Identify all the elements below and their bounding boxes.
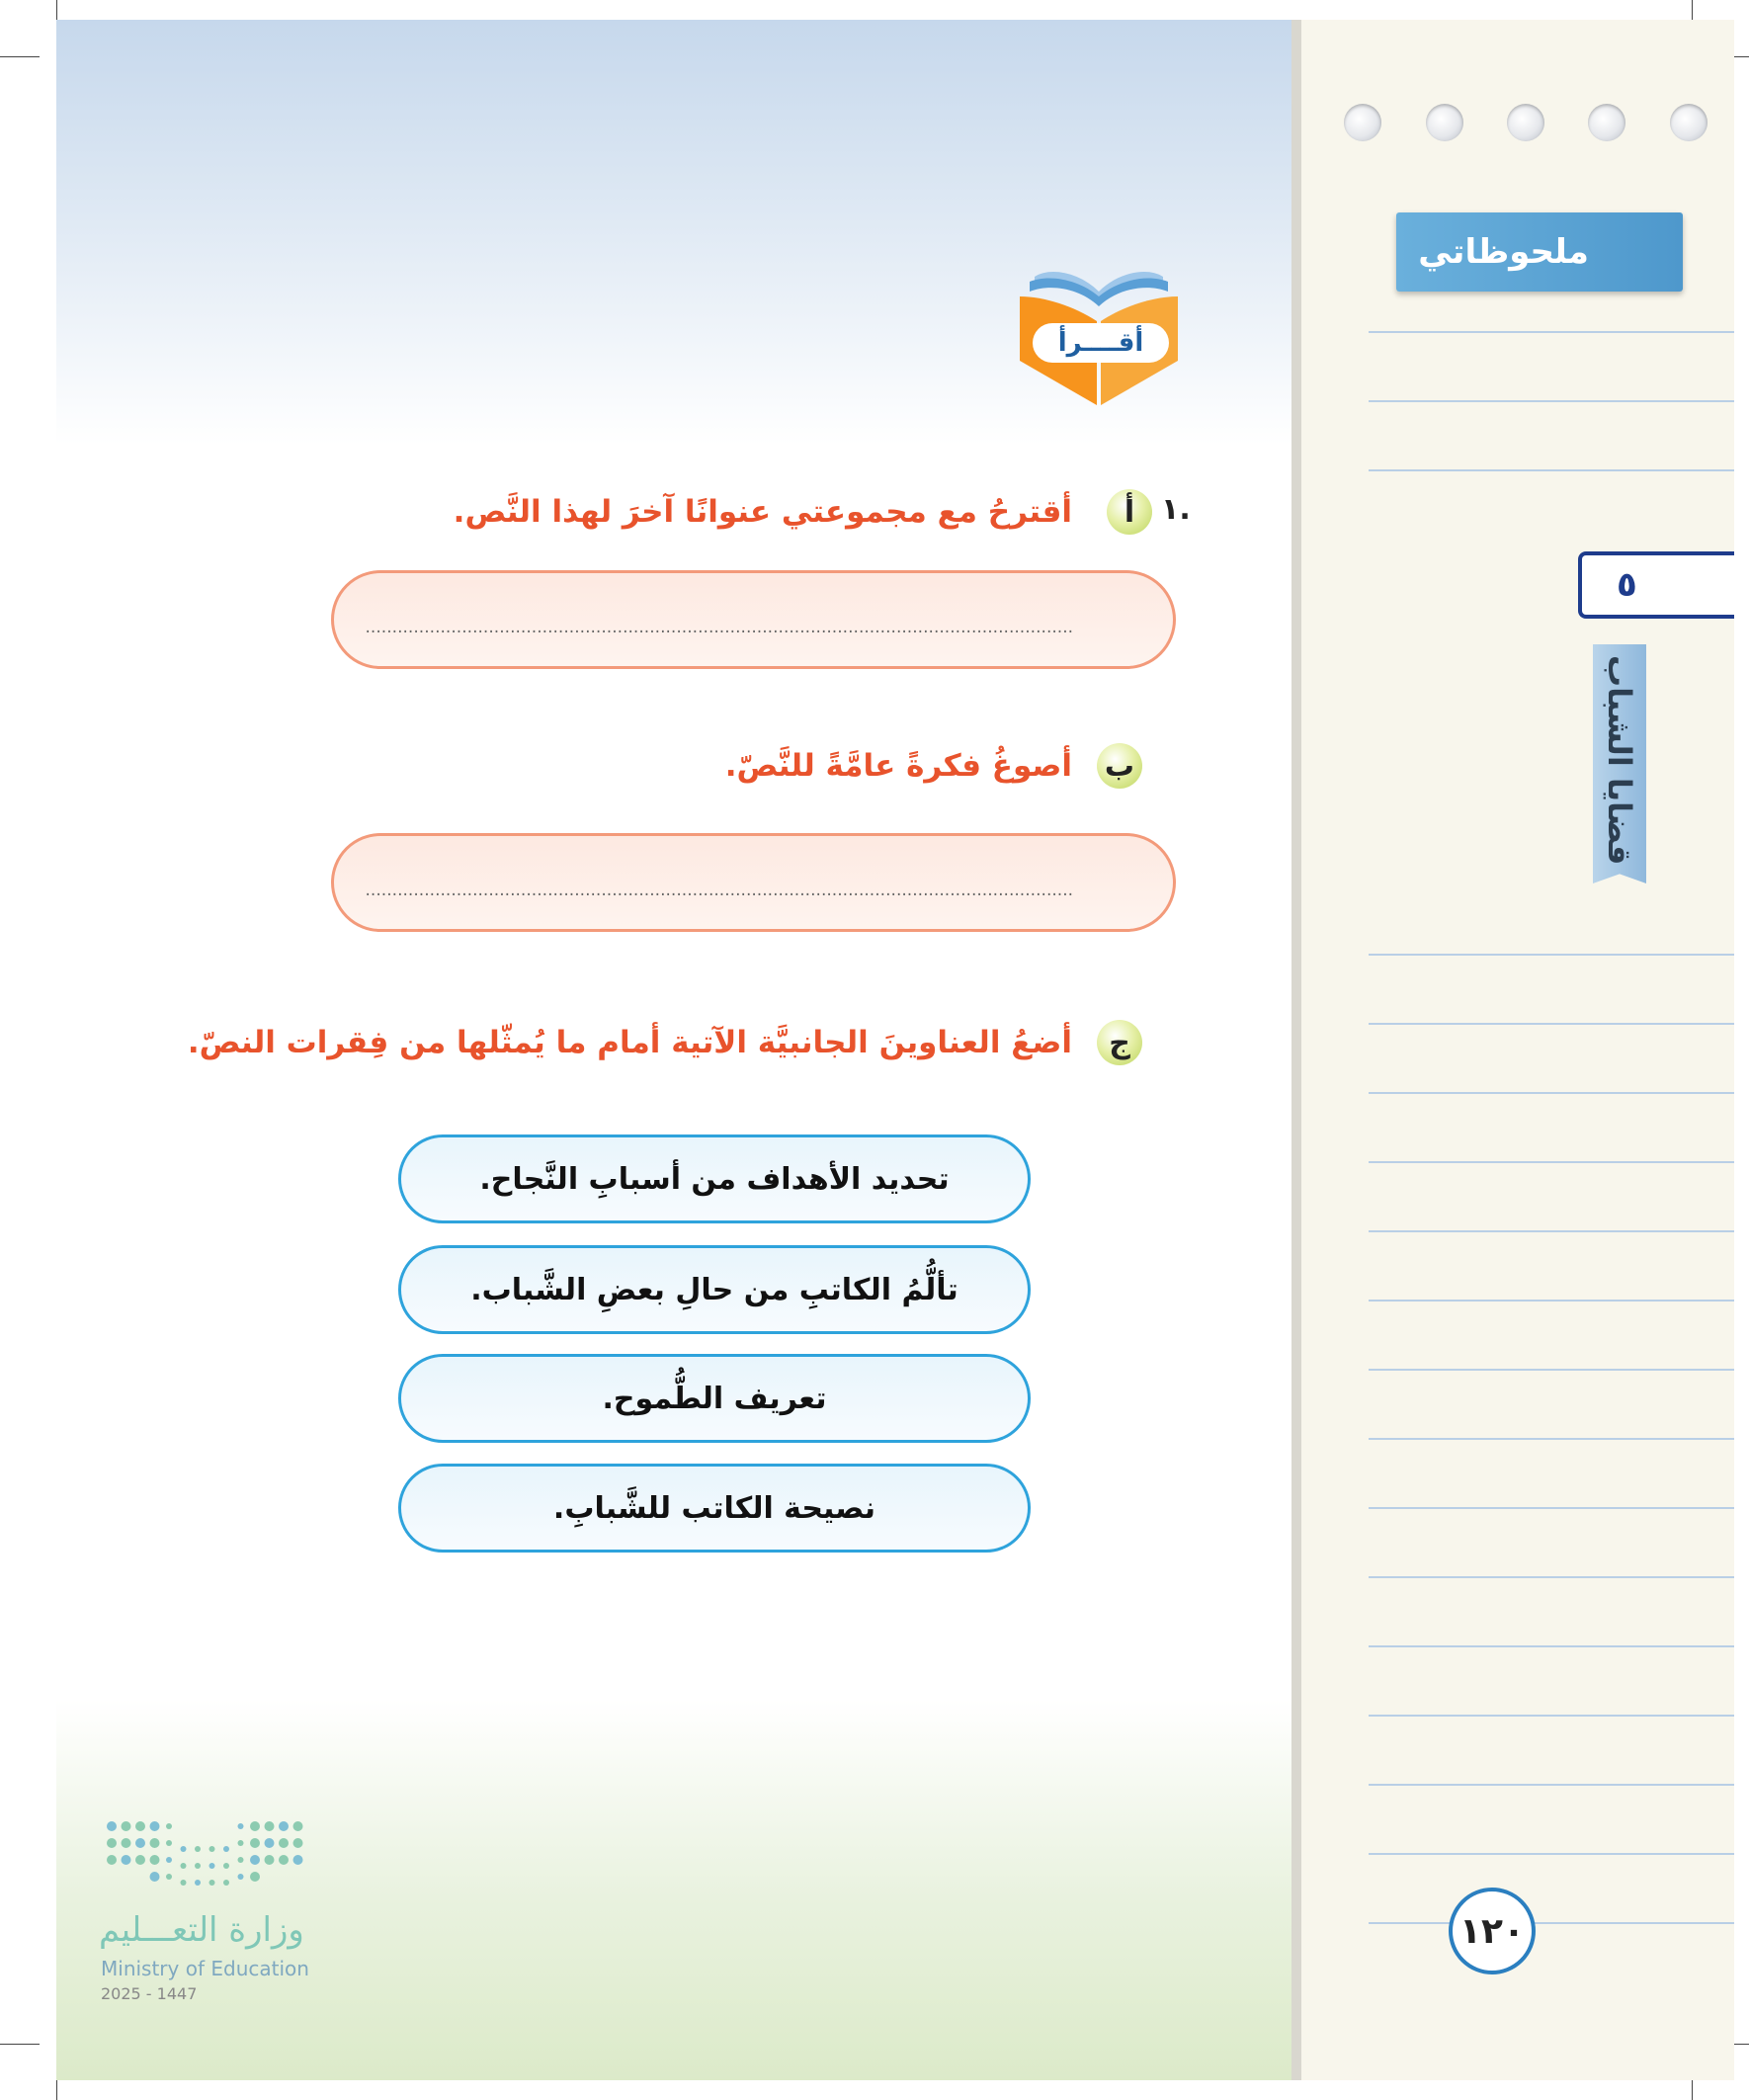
logo-dot xyxy=(238,1840,244,1846)
page-number-text: ١٢٠ xyxy=(1459,1910,1525,1952)
notes-ruled-line xyxy=(1369,1715,1734,1717)
answer-field-b[interactable] xyxy=(331,833,1176,932)
notes-ruled-line xyxy=(1369,469,1734,471)
logo-dot xyxy=(265,1838,275,1848)
notes-ruled-line xyxy=(1369,1161,1734,1163)
question-number: ١. xyxy=(1161,492,1191,527)
unit-number-box xyxy=(1578,551,1734,619)
notes-ruled-line xyxy=(1369,1300,1734,1302)
notes-title xyxy=(1396,212,1683,292)
logo-dot xyxy=(122,1855,131,1865)
notes-ruled-line xyxy=(1369,954,1734,956)
side-title-text: تعريف الطُّموح. xyxy=(602,1381,827,1416)
notes-ruled-line xyxy=(1369,1922,1734,1924)
logo-dot xyxy=(209,1880,215,1886)
question-b-text: أصوغُ فكرةً عامَّةً للنَّصّ. xyxy=(724,748,1072,784)
logo-dot xyxy=(209,1846,215,1852)
logo-dot xyxy=(150,1838,160,1848)
logo-dot xyxy=(166,1874,172,1880)
logo-dot xyxy=(265,1821,275,1831)
ministry-logo-icon xyxy=(104,1818,311,1892)
binder-hole xyxy=(1426,104,1463,141)
answer-field-a[interactable] xyxy=(331,570,1176,669)
unit-title xyxy=(1593,644,1646,877)
logo-dot xyxy=(250,1855,260,1865)
notes-ruled-line xyxy=(1369,1784,1734,1786)
logo-dot xyxy=(250,1821,260,1831)
logo-dot xyxy=(166,1840,172,1846)
logo-dot xyxy=(250,1838,260,1848)
crop-mark xyxy=(0,56,40,57)
logo-dot xyxy=(223,1863,229,1869)
binder-hole xyxy=(1670,104,1707,141)
read-icon-label xyxy=(1033,323,1169,363)
question-b-badge xyxy=(1097,743,1142,789)
logo-dot xyxy=(122,1838,131,1848)
unit-number: ٥ xyxy=(1617,565,1637,605)
notes-ruled-line xyxy=(1369,1023,1734,1025)
ministry-year: 2025 - 1447 xyxy=(101,1984,198,2003)
logo-dot xyxy=(238,1874,244,1880)
logo-dot xyxy=(181,1863,187,1869)
logo-dot xyxy=(223,1846,229,1852)
logo-dot xyxy=(195,1880,201,1886)
logo-dot xyxy=(150,1872,160,1882)
question-a-badge xyxy=(1107,489,1152,535)
ministry-name-en: Ministry of Education xyxy=(101,1957,309,1980)
read-label-text: أقــــرأ xyxy=(1057,328,1144,358)
side-title-text: تألُّمُ الكاتبِ من حالِ بعضِ الشَّباب. xyxy=(470,1272,958,1307)
side-title-text: تحديد الأهداف من أسبابِ النَّجاح. xyxy=(479,1161,950,1197)
logo-dot xyxy=(195,1846,201,1852)
logo-dot xyxy=(238,1823,244,1829)
logo-dot xyxy=(209,1863,215,1869)
logo-dot xyxy=(150,1821,160,1831)
notes-ruled-line xyxy=(1369,1853,1734,1855)
logo-dot xyxy=(135,1821,145,1831)
logo-dot xyxy=(166,1823,172,1829)
question-a-text: أقترحُ مع مجموعتي عنوانًا آخرَ لهذا النَّص. xyxy=(453,494,1072,530)
side-title-pill[interactable] xyxy=(398,1354,1031,1443)
logo-dot xyxy=(238,1857,244,1863)
answer-dots: .................................................................................................................................... xyxy=(364,621,1072,636)
logo-dot xyxy=(181,1880,187,1886)
logo-dot xyxy=(122,1821,131,1831)
binder-hole xyxy=(1507,104,1544,141)
binder-hole xyxy=(1344,104,1381,141)
binder-hole xyxy=(1588,104,1625,141)
logo-dot xyxy=(166,1857,172,1863)
notes-ruled-line xyxy=(1369,1576,1734,1578)
notes-ruled-line xyxy=(1369,1092,1734,1094)
logo-dot xyxy=(195,1863,201,1869)
logo-dot xyxy=(293,1855,303,1865)
logo-dot xyxy=(150,1855,160,1865)
answer-dots: .................................................................................................................................... xyxy=(364,883,1072,899)
logo-dot xyxy=(293,1838,303,1848)
crop-mark xyxy=(0,2044,40,2045)
notes-ruled-line xyxy=(1369,1369,1734,1371)
logo-dot xyxy=(293,1821,303,1831)
logo-dot xyxy=(135,1855,145,1865)
notes-ruled-line xyxy=(1369,400,1734,402)
notes-ruled-line xyxy=(1369,1645,1734,1647)
notes-ruled-line xyxy=(1369,1507,1734,1509)
question-c-badge xyxy=(1097,1020,1142,1065)
side-title-pill[interactable] xyxy=(398,1245,1031,1334)
logo-dot xyxy=(279,1821,289,1831)
logo-dot xyxy=(181,1846,187,1852)
question-c-text: أضعُ العناوينَ الجانبيَّة الآتية أمام ما يُمثّلها من فِقرات النصّ. xyxy=(187,1025,1072,1060)
unit-title-text: قضايا الشباب xyxy=(1601,655,1638,866)
question-c-letter: ج xyxy=(1109,1025,1130,1060)
side-title-text: نصيحة الكاتب للشَّبابِ. xyxy=(552,1490,876,1526)
notes-title-text: ملحوظاتي xyxy=(1418,232,1589,272)
logo-dot xyxy=(223,1880,229,1886)
logo-dot xyxy=(135,1838,145,1848)
notes-ruled-line xyxy=(1369,1438,1734,1440)
question-a-letter: أ xyxy=(1124,494,1135,530)
notes-ruled-line xyxy=(1369,331,1734,333)
logo-dot xyxy=(279,1838,289,1848)
notes-ruled-line xyxy=(1369,1230,1734,1232)
logo-dot xyxy=(107,1838,117,1848)
logo-dot xyxy=(107,1855,117,1865)
notes-strip xyxy=(1291,20,1734,2080)
side-title-pill[interactable] xyxy=(398,1464,1031,1553)
logo-dot xyxy=(279,1855,289,1865)
logo-dot xyxy=(250,1872,260,1882)
logo-dot xyxy=(107,1821,117,1831)
ministry-name-ar: وزارة التعـــليم xyxy=(99,1910,304,1950)
question-b-letter: ب xyxy=(1104,748,1135,784)
page-number xyxy=(1449,1888,1536,1974)
side-title-pill[interactable] xyxy=(398,1134,1031,1223)
logo-dot xyxy=(265,1855,275,1865)
